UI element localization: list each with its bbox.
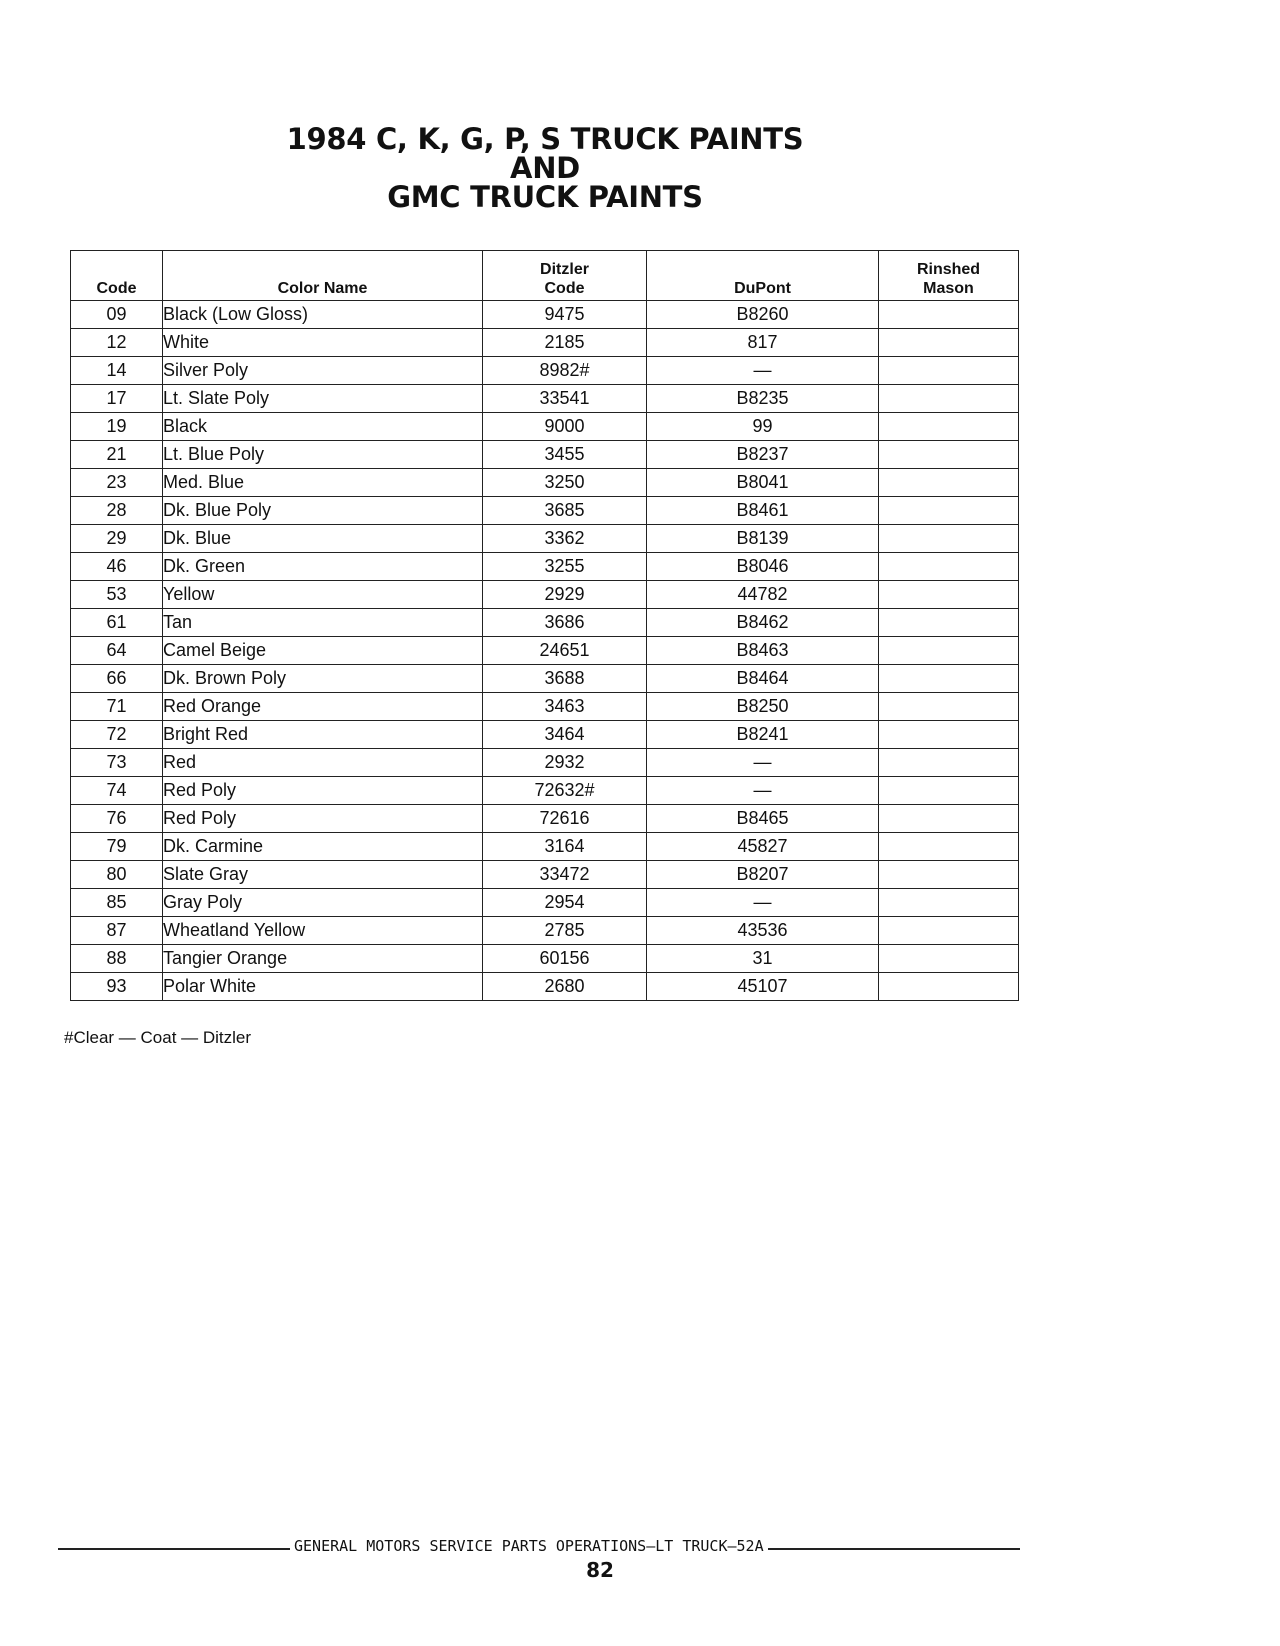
cell-color-name: Silver Poly bbox=[163, 357, 483, 385]
cell-rinshed-mason bbox=[879, 413, 1019, 441]
cell-code: 79 bbox=[71, 833, 163, 861]
cell-color-name: Lt. Slate Poly bbox=[163, 385, 483, 413]
cell-rinshed-mason bbox=[879, 553, 1019, 581]
page-title bbox=[0, 122, 1090, 214]
cell-dupont: — bbox=[647, 749, 879, 777]
cell-code: 46 bbox=[71, 553, 163, 581]
cell-code: 28 bbox=[71, 497, 163, 525]
cell-ditzler-code: 3250 bbox=[483, 469, 647, 497]
cell-color-name: Red Poly bbox=[163, 777, 483, 805]
cell-code: 72 bbox=[71, 721, 163, 749]
cell-dupont: B8235 bbox=[647, 385, 879, 413]
title-line-2: AND bbox=[510, 151, 580, 185]
cell-rinshed-mason bbox=[879, 693, 1019, 721]
table-row bbox=[71, 833, 1019, 861]
table-row bbox=[71, 665, 1019, 693]
cell-dupont: B8464 bbox=[647, 665, 879, 693]
cell-color-name: Red bbox=[163, 749, 483, 777]
cell-dupont: 99 bbox=[647, 413, 879, 441]
table-row bbox=[71, 805, 1019, 833]
cell-ditzler-code: 9000 bbox=[483, 413, 647, 441]
cell-rinshed-mason bbox=[879, 497, 1019, 525]
header-ditzler-line-1: Ditzler bbox=[540, 261, 589, 278]
table-row bbox=[71, 497, 1019, 525]
cell-code: 85 bbox=[71, 889, 163, 917]
cell-ditzler-code: 3362 bbox=[483, 525, 647, 553]
cell-code: 53 bbox=[71, 581, 163, 609]
cell-dupont: — bbox=[647, 777, 879, 805]
cell-code: 61 bbox=[71, 609, 163, 637]
cell-dupont: B8250 bbox=[647, 693, 879, 721]
table-row bbox=[71, 777, 1019, 805]
table-row bbox=[71, 749, 1019, 777]
cell-rinshed-mason bbox=[879, 749, 1019, 777]
cell-code: 80 bbox=[71, 861, 163, 889]
cell-color-name: Polar White bbox=[163, 973, 483, 1001]
cell-dupont: B8041 bbox=[647, 469, 879, 497]
cell-code: 76 bbox=[71, 805, 163, 833]
cell-code: 64 bbox=[71, 637, 163, 665]
cell-code: 23 bbox=[71, 469, 163, 497]
cell-ditzler-code: 2929 bbox=[483, 581, 647, 609]
cell-color-name: Dk. Blue Poly bbox=[163, 497, 483, 525]
page-number: 82 bbox=[586, 1558, 614, 1582]
cell-ditzler-code: 3686 bbox=[483, 609, 647, 637]
cell-ditzler-code: 33472 bbox=[483, 861, 647, 889]
cell-ditzler-code: 2680 bbox=[483, 973, 647, 1001]
cell-ditzler-code: 24651 bbox=[483, 637, 647, 665]
cell-ditzler-code: 3685 bbox=[483, 497, 647, 525]
cell-ditzler-code: 2185 bbox=[483, 329, 647, 357]
cell-dupont: B8241 bbox=[647, 721, 879, 749]
cell-dupont: B8462 bbox=[647, 609, 879, 637]
table-row bbox=[71, 693, 1019, 721]
cell-dupont: B8463 bbox=[647, 637, 879, 665]
cell-color-name: Lt. Blue Poly bbox=[163, 441, 483, 469]
cell-rinshed-mason bbox=[879, 581, 1019, 609]
table-row bbox=[71, 889, 1019, 917]
cell-rinshed-mason bbox=[879, 637, 1019, 665]
cell-rinshed-mason bbox=[879, 945, 1019, 973]
cell-code: 17 bbox=[71, 385, 163, 413]
cell-dupont: B8139 bbox=[647, 525, 879, 553]
table-row bbox=[71, 721, 1019, 749]
header-mason-line-2: Mason bbox=[923, 280, 974, 297]
cell-rinshed-mason bbox=[879, 357, 1019, 385]
title-line-3: GMC TRUCK PAINTS bbox=[387, 180, 703, 214]
cell-dupont: 31 bbox=[647, 945, 879, 973]
cell-ditzler-code: 3255 bbox=[483, 553, 647, 581]
cell-code: 87 bbox=[71, 917, 163, 945]
cell-color-name: White bbox=[163, 329, 483, 357]
cell-rinshed-mason bbox=[879, 973, 1019, 1001]
cell-rinshed-mason bbox=[879, 721, 1019, 749]
table-row bbox=[71, 525, 1019, 553]
table-row bbox=[71, 637, 1019, 665]
cell-dupont: B8465 bbox=[647, 805, 879, 833]
cell-ditzler-code: 2932 bbox=[483, 749, 647, 777]
cell-ditzler-code: 33541 bbox=[483, 385, 647, 413]
cell-color-name: Med. Blue bbox=[163, 469, 483, 497]
cell-code: 93 bbox=[71, 973, 163, 1001]
cell-rinshed-mason bbox=[879, 665, 1019, 693]
header-dupont: DuPont bbox=[647, 251, 879, 301]
cell-rinshed-mason bbox=[879, 609, 1019, 637]
cell-color-name: Bright Red bbox=[163, 721, 483, 749]
cell-color-name: Red Orange bbox=[163, 693, 483, 721]
table-row bbox=[71, 581, 1019, 609]
cell-code: 19 bbox=[71, 413, 163, 441]
table-row bbox=[71, 917, 1019, 945]
table-body bbox=[71, 301, 1019, 1001]
cell-color-name: Wheatland Yellow bbox=[163, 917, 483, 945]
cell-code: 66 bbox=[71, 665, 163, 693]
cell-rinshed-mason bbox=[879, 833, 1019, 861]
cell-ditzler-code: 72616 bbox=[483, 805, 647, 833]
cell-code: 14 bbox=[71, 357, 163, 385]
cell-code: 09 bbox=[71, 301, 163, 329]
cell-dupont: B8207 bbox=[647, 861, 879, 889]
cell-dupont: B8237 bbox=[647, 441, 879, 469]
table-row bbox=[71, 945, 1019, 973]
cell-color-name: Camel Beige bbox=[163, 637, 483, 665]
table-row bbox=[71, 385, 1019, 413]
cell-rinshed-mason bbox=[879, 301, 1019, 329]
cell-ditzler-code: 8982# bbox=[483, 357, 647, 385]
table-row bbox=[71, 553, 1019, 581]
cell-rinshed-mason bbox=[879, 525, 1019, 553]
cell-color-name: Black (Low Gloss) bbox=[163, 301, 483, 329]
cell-ditzler-code: 2954 bbox=[483, 889, 647, 917]
cell-color-name: Slate Gray bbox=[163, 861, 483, 889]
cell-code: 88 bbox=[71, 945, 163, 973]
table-row bbox=[71, 357, 1019, 385]
cell-code: 21 bbox=[71, 441, 163, 469]
cell-color-name: Dk. Green bbox=[163, 553, 483, 581]
cell-ditzler-code: 9475 bbox=[483, 301, 647, 329]
footer-text: GENERAL MOTORS SERVICE PARTS OPERATIONS—LT TRUCK—52A bbox=[290, 1537, 768, 1555]
cell-color-name: Dk. Brown Poly bbox=[163, 665, 483, 693]
cell-dupont: B8260 bbox=[647, 301, 879, 329]
table-row bbox=[71, 973, 1019, 1001]
cell-color-name: Red Poly bbox=[163, 805, 483, 833]
cell-dupont: — bbox=[647, 889, 879, 917]
header-ditzler-code bbox=[483, 251, 647, 301]
table-row bbox=[71, 301, 1019, 329]
cell-dupont: B8046 bbox=[647, 553, 879, 581]
cell-dupont: — bbox=[647, 357, 879, 385]
cell-color-name: Black bbox=[163, 413, 483, 441]
cell-rinshed-mason bbox=[879, 469, 1019, 497]
cell-color-name: Dk. Blue bbox=[163, 525, 483, 553]
cell-dupont: 45107 bbox=[647, 973, 879, 1001]
table-row bbox=[71, 861, 1019, 889]
cell-color-name: Dk. Carmine bbox=[163, 833, 483, 861]
table-row bbox=[71, 441, 1019, 469]
cell-ditzler-code: 60156 bbox=[483, 945, 647, 973]
cell-code: 74 bbox=[71, 777, 163, 805]
cell-dupont: B8461 bbox=[647, 497, 879, 525]
cell-ditzler-code: 3464 bbox=[483, 721, 647, 749]
paint-table bbox=[70, 250, 1019, 1001]
cell-ditzler-code: 3455 bbox=[483, 441, 647, 469]
cell-dupont: 817 bbox=[647, 329, 879, 357]
cell-ditzler-code: 72632# bbox=[483, 777, 647, 805]
header-rinshed-mason bbox=[879, 251, 1019, 301]
cell-rinshed-mason bbox=[879, 329, 1019, 357]
cell-rinshed-mason bbox=[879, 917, 1019, 945]
table-row bbox=[71, 469, 1019, 497]
cell-dupont: 44782 bbox=[647, 581, 879, 609]
cell-color-name: Gray Poly bbox=[163, 889, 483, 917]
cell-rinshed-mason bbox=[879, 861, 1019, 889]
cell-rinshed-mason bbox=[879, 889, 1019, 917]
cell-dupont: 45827 bbox=[647, 833, 879, 861]
cell-ditzler-code: 3463 bbox=[483, 693, 647, 721]
header-mason-line-1: Rinshed bbox=[916, 261, 981, 278]
cell-rinshed-mason bbox=[879, 805, 1019, 833]
cell-code: 12 bbox=[71, 329, 163, 357]
header-color-name: Color Name bbox=[163, 251, 483, 301]
cell-rinshed-mason bbox=[879, 777, 1019, 805]
cell-code: 29 bbox=[71, 525, 163, 553]
table-row bbox=[71, 413, 1019, 441]
cell-code: 73 bbox=[71, 749, 163, 777]
table-row bbox=[71, 609, 1019, 637]
cell-dupont: 43536 bbox=[647, 917, 879, 945]
cell-color-name: Yellow bbox=[163, 581, 483, 609]
title-line-1: 1984 C, K, G, P, S TRUCK PAINTS bbox=[286, 122, 804, 156]
cell-color-name: Tan bbox=[163, 609, 483, 637]
table-row bbox=[71, 329, 1019, 357]
cell-rinshed-mason bbox=[879, 385, 1019, 413]
header-ditzler-line-2: Code bbox=[544, 280, 585, 297]
cell-code: 71 bbox=[71, 693, 163, 721]
header-code: Code bbox=[71, 251, 163, 301]
footnote: #Clear — Coat — Ditzler bbox=[64, 1028, 252, 1047]
cell-rinshed-mason bbox=[879, 441, 1019, 469]
cell-color-name: Tangier Orange bbox=[163, 945, 483, 973]
table-header-row bbox=[71, 251, 1019, 301]
cell-ditzler-code: 3164 bbox=[483, 833, 647, 861]
cell-ditzler-code: 2785 bbox=[483, 917, 647, 945]
cell-ditzler-code: 3688 bbox=[483, 665, 647, 693]
